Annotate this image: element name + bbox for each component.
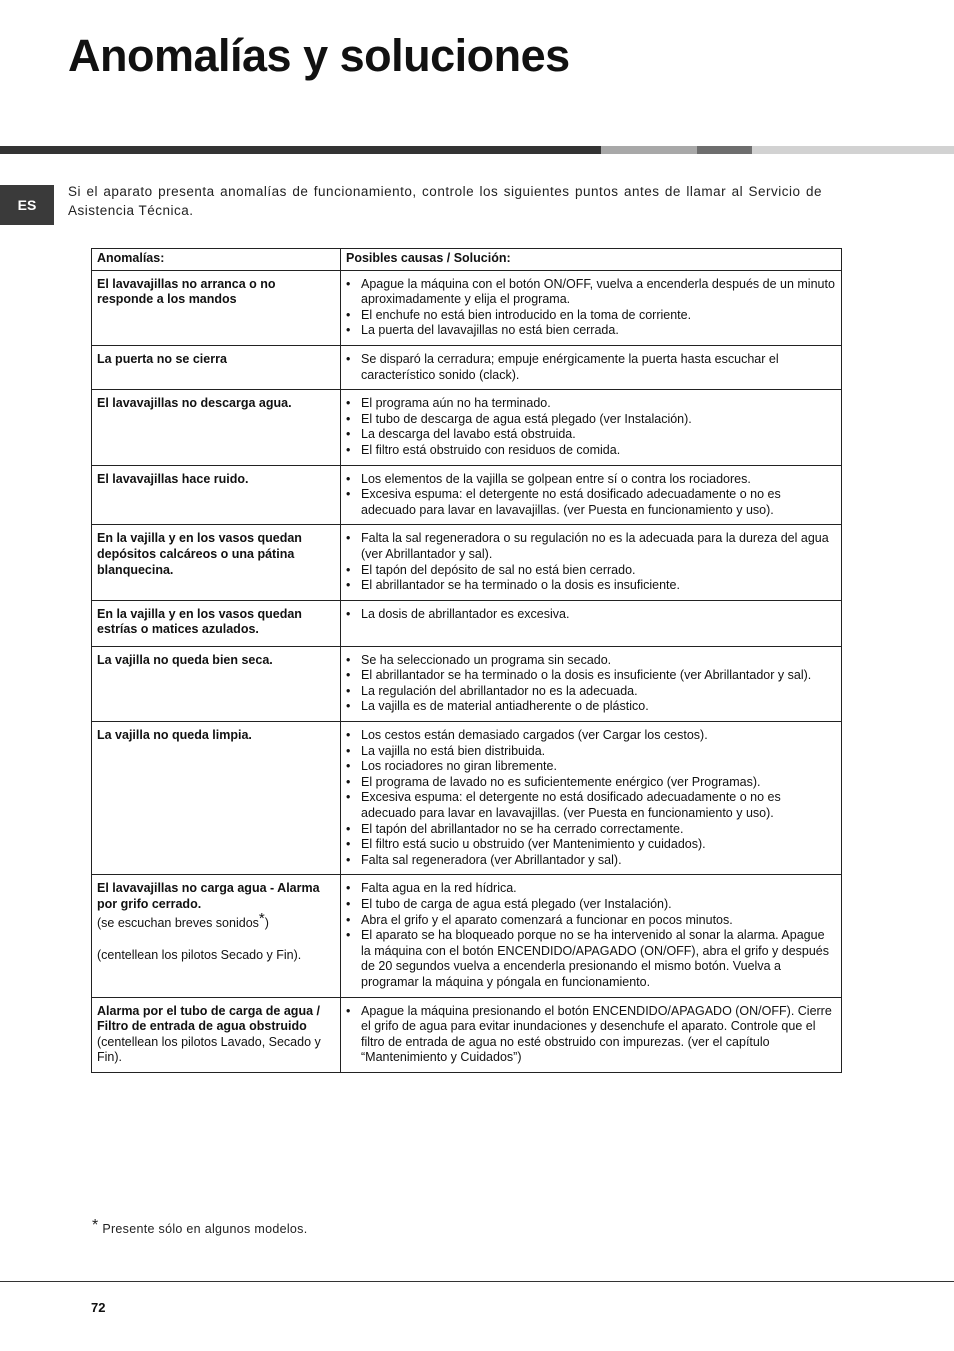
solution-item: • Apague la máquina presionando el botón ENCENDIDO/APAGADO (ON/OFF). Cierre el grifo de agua para evitar inundaciones y desenchufe el aparato. Controle que el filtro de entrada de agua no esté obstruido con impurezas. (ver el capítulo “Mantenimiento y Cuidados”) (346, 1004, 836, 1066)
table-row (92, 525, 842, 600)
solution-list (346, 531, 836, 593)
solution-list (346, 607, 836, 623)
problem-note (97, 909, 335, 932)
solution-item: • Abra el grifo y el aparato comenzará a funcionar en pocos minutos. (346, 913, 836, 929)
solution-cell (341, 997, 842, 1072)
solution-cell (341, 646, 842, 721)
solution-item: • El abrillantador se ha terminado o la dosis es insuficiente (ver Abrillantador y sal). (346, 668, 836, 684)
problem-text: Alarma por el tubo de carga de agua / Filtro de entrada de agua obstruido (97, 1003, 320, 1034)
solution-cell (341, 390, 842, 465)
solution-item: • El tapón del abrillantador no se ha cerrado correctamente. (346, 822, 836, 838)
solution-list (346, 653, 836, 715)
solution-item: • La vajilla no está bien distribuida. (346, 744, 836, 760)
problem-text: El lavavajillas no descarga agua. (97, 396, 292, 411)
solution-item: • Excesiva espuma: el detergente no está dosificado adecuadamente o no es adecuado para lavar en lavavajillas. (ver Puesta en funcionamiento y uso). (346, 487, 836, 518)
solution-list (346, 1004, 836, 1066)
problem-text: En la vajilla y en los vasos quedan estrías o matices azulados. (97, 606, 302, 637)
header-rule-pale (752, 146, 954, 154)
problem-text: El lavavajillas no carga agua - Alarma por grifo cerrado. (97, 881, 320, 911)
problem-note-text: (se escuchan breves sonidos (97, 915, 259, 930)
problem-text: La puerta no se cierra (97, 351, 227, 366)
solution-cell (341, 345, 842, 389)
solution-item: • La dosis de abrillantador es excesiva. (346, 607, 836, 623)
solution-list (346, 277, 836, 339)
header-rule-light (601, 146, 697, 154)
solution-item: • El tubo de carga de agua está plegado (ver Instalación). (346, 897, 836, 913)
problem-note-end: ) (264, 915, 269, 930)
problem-cell (92, 390, 341, 465)
problem-cell (92, 875, 341, 997)
solution-list (346, 728, 836, 868)
problem-text: La vajilla no queda limpia. (97, 728, 252, 743)
solution-item: • Falta la sal regeneradora o su regulación no es la adecuada para la dureza del agua (ver Abrillantador y sal). (346, 531, 836, 562)
page-number: 72 (91, 1300, 106, 1315)
problem-text: La vajilla no queda bien seca. (97, 652, 273, 667)
asterisk-mark: * (92, 1217, 99, 1234)
solution-item: • La regulación del abrillantador no es la adecuada. (346, 684, 836, 700)
problem-note: (centellean los pilotos Lavado, Secado y Fin). (97, 1034, 321, 1065)
problem-cell (92, 722, 341, 875)
solution-item: • Los elementos de la vajilla se golpean entre sí o contra los rociadores. (346, 472, 836, 488)
table-row (92, 722, 842, 875)
header-rule-dark (0, 146, 601, 154)
solution-cell (341, 270, 842, 345)
table-row (92, 270, 842, 345)
footnote-text: Presente sólo en algunos modelos. (102, 1222, 308, 1236)
solution-item: • Se disparó la cerradura; empuje enérgicamente la puerta hasta escuchar el característico sonido (clack). (346, 352, 836, 383)
problem-cell (92, 600, 341, 646)
table-header-row (92, 249, 842, 271)
header-rule-mid (697, 146, 752, 154)
solution-list (346, 352, 836, 383)
solution-cell (341, 722, 842, 875)
problem-cell (92, 465, 341, 525)
solution-item: • El tubo de descarga de agua está plegado (ver Instalación). (346, 412, 836, 428)
solution-item: • El tapón del depósito de sal no está bien cerrado. (346, 563, 836, 579)
table-row (92, 600, 842, 646)
column-header-solution: Posibles causas / Solución: (341, 249, 842, 271)
solution-item: • La vajilla es de material antiadherente o de plástico. (346, 699, 836, 715)
solution-cell (341, 465, 842, 525)
solution-item: • La descarga del lavabo está obstruida. (346, 427, 836, 443)
solution-list (346, 881, 836, 990)
solution-list (346, 396, 836, 458)
column-header-problem: Anomalías: (92, 249, 341, 271)
solution-item: • Falta sal regeneradora (ver Abrillantador y sal). (346, 853, 836, 869)
solution-item: • La puerta del lavavajillas no está bien cerrada. (346, 323, 836, 339)
solution-item: • Los rociadores no giran libremente. (346, 759, 836, 775)
intro-paragraph: Si el aparato presenta anomalías de funcionamiento, controle los siguientes puntos antes de llamar al Servicio de Asistencia Técnica. (68, 184, 822, 218)
solution-item: • El enchufe no está bien introducido en la toma de corriente. (346, 308, 836, 324)
table-row (92, 465, 842, 525)
problem-note-pilots: (centellean los pilotos Secado y Fin). (97, 948, 302, 963)
problem-cell (92, 997, 341, 1072)
solution-item: • El programa de lavado no es suficientemente enérgico (ver Programas). (346, 775, 836, 791)
solution-list (346, 472, 836, 519)
problem-cell (92, 270, 341, 345)
solution-item: • Apague la máquina con el botón ON/OFF, vuelva a encenderla después de un minuto aproximadamente y elija el programa. (346, 277, 836, 308)
solution-item: • Los cestos están demasiado cargados (ver Cargar los cestos). (346, 728, 836, 744)
solution-cell (341, 875, 842, 997)
solution-item: • El filtro está sucio u obstruido (ver Mantenimiento y cuidados). (346, 837, 836, 853)
solution-item: • Falta agua en la red hídrica. (346, 881, 836, 897)
solution-item: • El programa aún no ha terminado. (346, 396, 836, 412)
solution-item: • El abrillantador se ha terminado o la dosis es insuficiente. (346, 578, 836, 594)
page-title: Anomalías y soluciones (68, 30, 570, 81)
solution-item: • Se ha seleccionado un programa sin secado. (346, 653, 836, 669)
table-row (92, 997, 842, 1072)
problem-text: El lavavajillas hace ruido. (97, 471, 249, 486)
troubleshooting-table (91, 248, 842, 1073)
table-row (92, 390, 842, 465)
solution-item: • Excesiva espuma: el detergente no está dosificado adecuadamente o no es adecuado para lavar en lavavajillas. (ver Puesta en funcionamiento y uso). (346, 790, 836, 821)
solution-item: • El filtro está obstruido con residuos de comida. (346, 443, 836, 459)
solution-cell (341, 600, 842, 646)
language-tab: ES (0, 185, 54, 225)
problem-cell (92, 345, 341, 389)
table-row (92, 875, 842, 997)
problem-text: En la vajilla y en los vasos quedan depósitos calcáreos o una pátina blanquecina. (97, 531, 302, 577)
problem-text: El lavavajillas no arranca o no responde a los mandos (97, 276, 276, 307)
footer-rule (0, 1281, 954, 1282)
asterisk-mark: * (258, 909, 265, 927)
solution-cell (341, 525, 842, 600)
table-row (92, 646, 842, 721)
problem-cell (92, 646, 341, 721)
table-row (92, 345, 842, 389)
solution-item: • El aparato se ha bloqueado porque no se ha intervenido al sonar la alarma. Apague la máquina con el botón ENCENDIDO/APAGADO (ON/OFF), abra el grifo y después de 20 segundos vuelva a encenderla presionando el mismo botón. Vuelva a programar la máquina y póngala en funcionamiento. (346, 928, 836, 990)
problem-cell (92, 525, 341, 600)
footnote (92, 1217, 308, 1236)
